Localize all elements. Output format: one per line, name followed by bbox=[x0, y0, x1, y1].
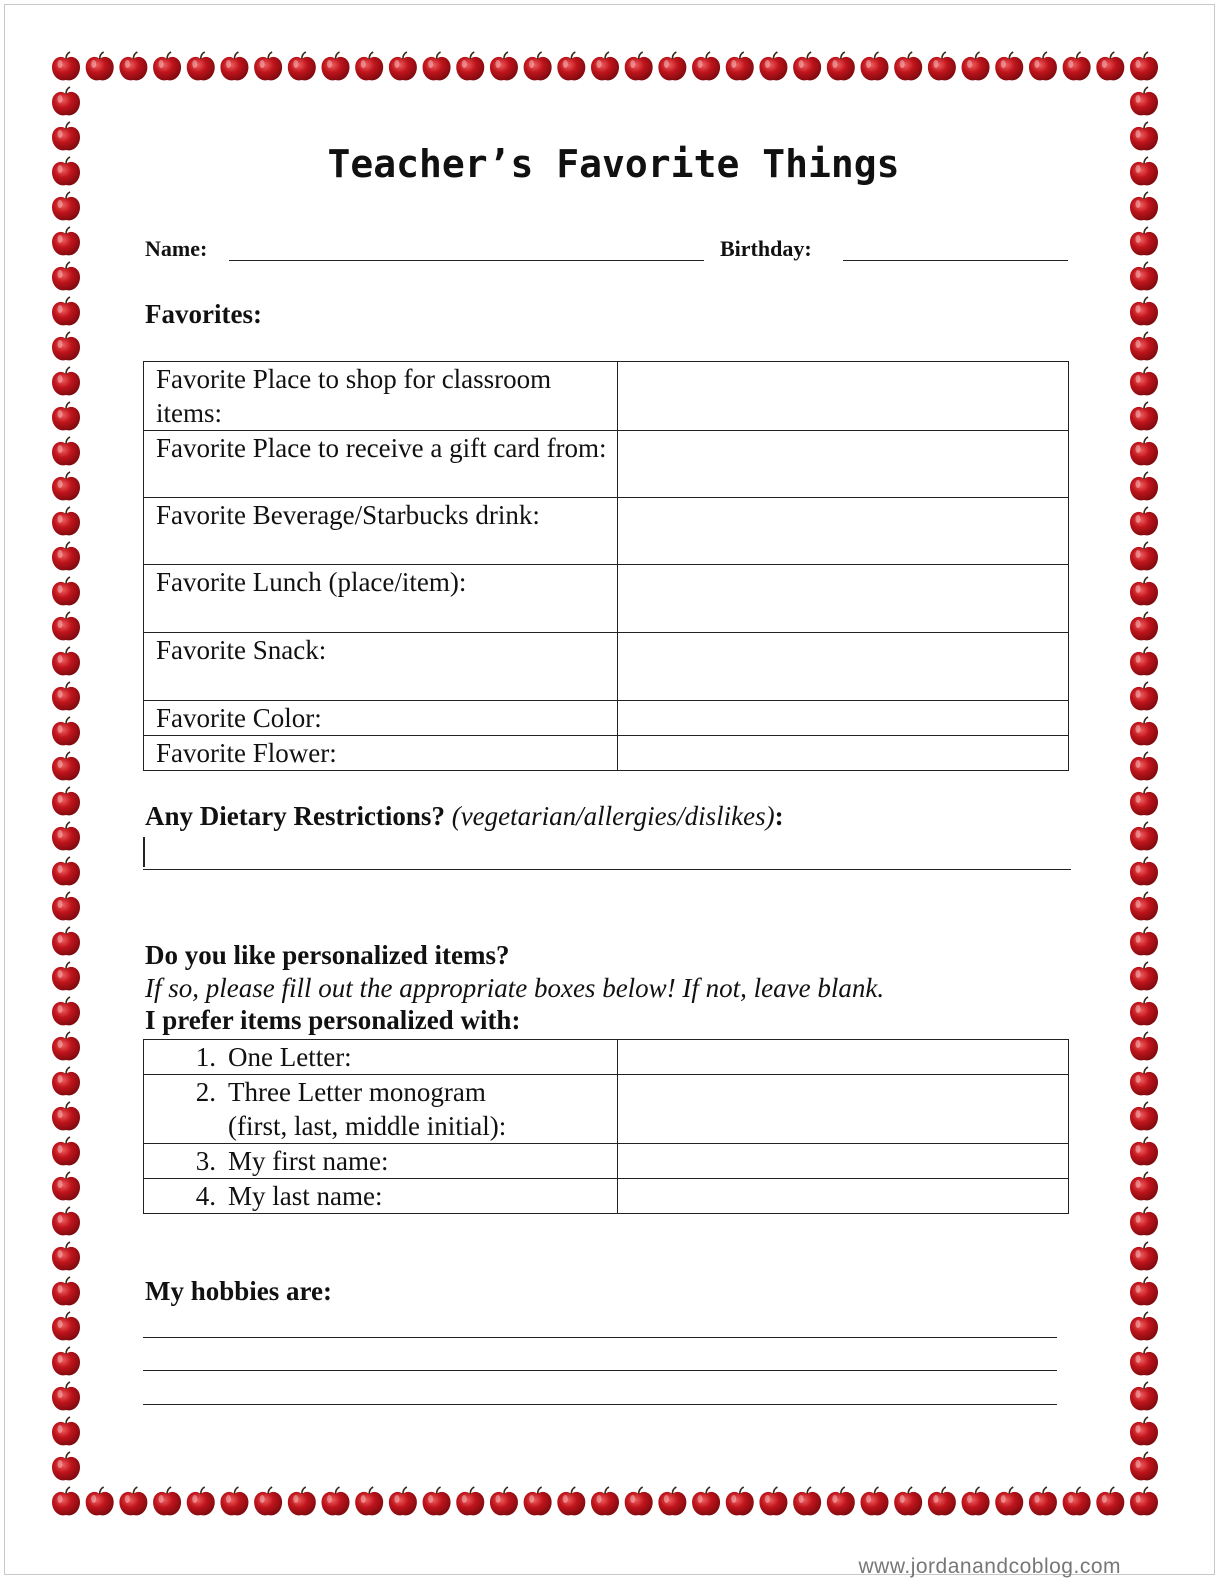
apple-icon bbox=[52, 1277, 80, 1305]
apple-icon bbox=[52, 507, 80, 535]
favorites-heading: Favorites: bbox=[145, 299, 262, 329]
birthday-label: Birthday: bbox=[720, 236, 812, 261]
apple-icon bbox=[1096, 1487, 1124, 1515]
apple-icon bbox=[355, 52, 383, 80]
apple-icon bbox=[86, 52, 114, 80]
apple-icon bbox=[827, 1487, 855, 1515]
apple-icon bbox=[254, 1487, 282, 1515]
apple-icon bbox=[220, 1487, 248, 1515]
apple-icon bbox=[524, 52, 552, 80]
personalized-value-cell[interactable] bbox=[618, 1040, 1069, 1075]
apple-icon bbox=[894, 52, 922, 80]
dietary-answer-line[interactable] bbox=[143, 869, 1071, 870]
hobbies-line-2[interactable] bbox=[143, 1370, 1057, 1371]
apple-icon bbox=[692, 52, 720, 80]
apple-icon bbox=[52, 1347, 80, 1375]
favorites-table bbox=[143, 361, 1069, 771]
name-label: Name: bbox=[145, 236, 208, 261]
apple-icon bbox=[1063, 1487, 1091, 1515]
apple-icon bbox=[793, 1487, 821, 1515]
apple-icon bbox=[423, 1487, 451, 1515]
apple-icon bbox=[52, 1312, 80, 1340]
table-row bbox=[144, 1075, 1069, 1144]
apple-icon bbox=[52, 52, 80, 80]
apple-icon bbox=[52, 1207, 80, 1235]
apple-icon bbox=[928, 1487, 956, 1515]
site-watermark: www.jordanandcoblog.com bbox=[858, 1555, 1121, 1578]
apple-icon bbox=[1130, 892, 1158, 920]
personalized-question: Do you like personalized items? bbox=[145, 940, 510, 970]
apple-icon bbox=[254, 52, 282, 80]
apple-icon bbox=[1130, 787, 1158, 815]
apple-icon bbox=[1130, 1137, 1158, 1165]
apple-icon bbox=[322, 1487, 350, 1515]
apple-icon bbox=[187, 52, 215, 80]
apple-icon bbox=[52, 647, 80, 675]
apple-icon bbox=[726, 52, 754, 80]
table-row bbox=[144, 362, 1069, 431]
apple-icon bbox=[220, 52, 248, 80]
apple-icon bbox=[1096, 52, 1124, 80]
apple-icon bbox=[1130, 1417, 1158, 1445]
personalized-table bbox=[143, 1039, 1069, 1214]
apple-icon bbox=[52, 787, 80, 815]
apple-icon bbox=[1130, 1347, 1158, 1375]
apple-icon bbox=[52, 1382, 80, 1410]
apple-icon bbox=[1130, 682, 1158, 710]
personalized-option bbox=[144, 1179, 618, 1214]
apple-icon bbox=[1130, 87, 1158, 115]
table-row bbox=[144, 431, 1069, 498]
personalized-prefer-label: I prefer items personalized with: bbox=[145, 1005, 521, 1035]
table-row bbox=[144, 1040, 1069, 1075]
apple-icon bbox=[355, 1487, 383, 1515]
apple-icon bbox=[995, 52, 1023, 80]
personalized-option bbox=[144, 1075, 618, 1144]
apple-icon bbox=[962, 52, 990, 80]
apple-icon bbox=[52, 192, 80, 220]
option-number: 1. bbox=[195, 1042, 216, 1072]
apple-icon bbox=[658, 1487, 686, 1515]
apple-icon bbox=[52, 367, 80, 395]
favorite-value-cell[interactable] bbox=[618, 701, 1069, 736]
favorite-value-cell[interactable] bbox=[618, 431, 1069, 498]
table-row bbox=[144, 701, 1069, 736]
page-title: Teacher’s Favorite Things bbox=[327, 142, 900, 186]
apple-icon bbox=[692, 1487, 720, 1515]
apple-icon bbox=[1130, 1312, 1158, 1340]
apple-icon bbox=[861, 52, 889, 80]
favorite-label: Favorite Place to shop for classroom items: bbox=[144, 362, 618, 431]
apple-icon bbox=[52, 472, 80, 500]
apple-icon bbox=[52, 332, 80, 360]
apple-icon bbox=[1130, 227, 1158, 255]
apple-icon bbox=[861, 1487, 889, 1515]
option-label: Three Letter monogram bbox=[228, 1077, 486, 1107]
option-label: My first name: bbox=[228, 1146, 389, 1176]
apple-icon bbox=[1130, 332, 1158, 360]
apple-icon bbox=[1130, 262, 1158, 290]
apple-icon bbox=[1130, 1242, 1158, 1270]
apple-icon bbox=[52, 1032, 80, 1060]
apple-icon bbox=[52, 1172, 80, 1200]
table-row bbox=[144, 565, 1069, 633]
apple-icon bbox=[658, 52, 686, 80]
apple-icon bbox=[389, 1487, 417, 1515]
apple-icon bbox=[153, 1487, 181, 1515]
text-cursor bbox=[143, 837, 145, 867]
favorite-label: Favorite Place to receive a gift card from: bbox=[144, 431, 618, 498]
apple-icon bbox=[119, 52, 147, 80]
apple-icon bbox=[1130, 1102, 1158, 1130]
favorite-value-cell[interactable] bbox=[618, 362, 1069, 431]
personalized-value-cell[interactable] bbox=[618, 1075, 1069, 1144]
apple-icon bbox=[759, 52, 787, 80]
apple-icon bbox=[52, 542, 80, 570]
apple-icon bbox=[288, 1487, 316, 1515]
apple-icon bbox=[1130, 1452, 1158, 1480]
favorite-value-cell[interactable] bbox=[618, 498, 1069, 565]
apple-icon bbox=[1130, 822, 1158, 850]
apple-icon bbox=[52, 577, 80, 605]
favorite-label: Favorite Color: bbox=[144, 701, 618, 736]
apple-icon bbox=[52, 437, 80, 465]
option-number: 4. bbox=[195, 1181, 216, 1211]
option-number: 2. bbox=[195, 1077, 216, 1107]
apple-icon bbox=[962, 1487, 990, 1515]
dietary-colon: : bbox=[774, 801, 784, 831]
hobbies-label: My hobbies are: bbox=[145, 1276, 332, 1306]
apple-icon bbox=[52, 297, 80, 325]
apple-icon bbox=[557, 52, 585, 80]
apple-icon bbox=[1130, 192, 1158, 220]
apple-icon bbox=[1130, 647, 1158, 675]
name-field-line[interactable] bbox=[229, 260, 704, 261]
apple-icon bbox=[52, 1242, 80, 1270]
apple-icon bbox=[625, 1487, 653, 1515]
apple-icon bbox=[759, 1487, 787, 1515]
favorite-value-cell[interactable] bbox=[618, 633, 1069, 701]
apple-icon bbox=[1130, 1207, 1158, 1235]
dietary-label: Any Dietary Restrictions? bbox=[145, 801, 445, 831]
apple-icon bbox=[52, 612, 80, 640]
option-label-continued: (first, last, middle initial): bbox=[228, 1111, 507, 1141]
apple-icon bbox=[1029, 52, 1057, 80]
apple-icon bbox=[1130, 297, 1158, 325]
apple-icon bbox=[1130, 472, 1158, 500]
apple-icon bbox=[52, 717, 80, 745]
apple-icon bbox=[1130, 752, 1158, 780]
apple-icon bbox=[456, 52, 484, 80]
apple-icon bbox=[1130, 437, 1158, 465]
apple-icon bbox=[456, 1487, 484, 1515]
apple-icon bbox=[1130, 507, 1158, 535]
apple-icon bbox=[524, 1487, 552, 1515]
apple-icon bbox=[1130, 1382, 1158, 1410]
hobbies-line-3[interactable] bbox=[143, 1404, 1057, 1405]
table-row bbox=[144, 498, 1069, 565]
apple-icon bbox=[52, 262, 80, 290]
apple-icon bbox=[1130, 402, 1158, 430]
favorite-value-cell[interactable] bbox=[618, 736, 1069, 771]
apple-icon bbox=[1130, 1487, 1158, 1515]
apple-icon bbox=[1063, 52, 1091, 80]
apple-icon bbox=[52, 1487, 80, 1515]
apple-icon bbox=[1130, 542, 1158, 570]
apple-icon bbox=[894, 1487, 922, 1515]
apple-icon bbox=[52, 1452, 80, 1480]
apple-icon bbox=[1130, 717, 1158, 745]
table-row bbox=[144, 736, 1069, 771]
apple-icon bbox=[423, 52, 451, 80]
apple-icon bbox=[1130, 1032, 1158, 1060]
apple-icon bbox=[1130, 1067, 1158, 1095]
apple-icon bbox=[1130, 612, 1158, 640]
apple-icon bbox=[52, 822, 80, 850]
table-row bbox=[144, 1179, 1069, 1214]
apple-icon bbox=[52, 857, 80, 885]
apple-icon bbox=[187, 1487, 215, 1515]
favorite-label: Favorite Flower: bbox=[144, 736, 618, 771]
apple-icon bbox=[86, 1487, 114, 1515]
personalized-option bbox=[144, 1144, 618, 1179]
option-label: My last name: bbox=[228, 1181, 383, 1211]
apple-icon bbox=[52, 682, 80, 710]
apple-icon bbox=[1130, 577, 1158, 605]
hobbies-line-1[interactable] bbox=[143, 1337, 1057, 1338]
option-label: One Letter: bbox=[228, 1042, 352, 1072]
personalized-instruction: If so, please fill out the appropriate boxes below! If not, leave blank. bbox=[145, 973, 885, 1003]
apple-icon bbox=[1130, 927, 1158, 955]
table-row bbox=[144, 1144, 1069, 1179]
apple-icon bbox=[793, 52, 821, 80]
apple-icon bbox=[591, 1487, 619, 1515]
apple-icon bbox=[52, 227, 80, 255]
apple-icon bbox=[288, 52, 316, 80]
apple-icon bbox=[490, 1487, 518, 1515]
apple-icon bbox=[591, 52, 619, 80]
apple-icon bbox=[52, 927, 80, 955]
apple-icon bbox=[827, 52, 855, 80]
apple-icon bbox=[52, 1137, 80, 1165]
apple-icon bbox=[1029, 1487, 1057, 1515]
apple-icon bbox=[1130, 52, 1158, 80]
apple-icon bbox=[1130, 367, 1158, 395]
apple-icon bbox=[52, 997, 80, 1025]
apple-icon bbox=[1130, 997, 1158, 1025]
apple-icon bbox=[995, 1487, 1023, 1515]
apple-icon bbox=[1130, 1277, 1158, 1305]
dietary-question bbox=[145, 801, 784, 832]
apple-icon bbox=[389, 52, 417, 80]
apple-icon bbox=[490, 52, 518, 80]
table-row bbox=[144, 633, 1069, 701]
apple-icon bbox=[1130, 857, 1158, 885]
apple-icon bbox=[1130, 1172, 1158, 1200]
apple-icon bbox=[726, 1487, 754, 1515]
favorite-label: Favorite Snack: bbox=[144, 633, 618, 701]
apple-icon bbox=[322, 52, 350, 80]
apple-icon bbox=[153, 52, 181, 80]
apple-icon bbox=[52, 892, 80, 920]
option-number: 3. bbox=[195, 1146, 216, 1176]
personalized-value-cell[interactable] bbox=[618, 1179, 1069, 1214]
apple-icon bbox=[52, 1067, 80, 1095]
apple-icon bbox=[557, 1487, 585, 1515]
apple-icon bbox=[119, 1487, 147, 1515]
favorite-label: Favorite Lunch (place/item): bbox=[144, 565, 618, 633]
apple-icon bbox=[928, 52, 956, 80]
apple-icon bbox=[52, 962, 80, 990]
apple-icon bbox=[52, 402, 80, 430]
personalized-value-cell[interactable] bbox=[618, 1144, 1069, 1179]
favorite-value-cell[interactable] bbox=[618, 565, 1069, 633]
apple-icon bbox=[52, 1102, 80, 1130]
favorite-label: Favorite Beverage/Starbucks drink: bbox=[144, 498, 618, 565]
personalized-option bbox=[144, 1040, 618, 1075]
apple-icon bbox=[52, 1417, 80, 1445]
birthday-field-line[interactable] bbox=[843, 260, 1068, 261]
dietary-hint: (vegetarian/allergies/dislikes) bbox=[451, 801, 775, 831]
apple-icon bbox=[52, 752, 80, 780]
apple-icon bbox=[1130, 962, 1158, 990]
apple-icon bbox=[52, 87, 80, 115]
apple-icon bbox=[625, 52, 653, 80]
